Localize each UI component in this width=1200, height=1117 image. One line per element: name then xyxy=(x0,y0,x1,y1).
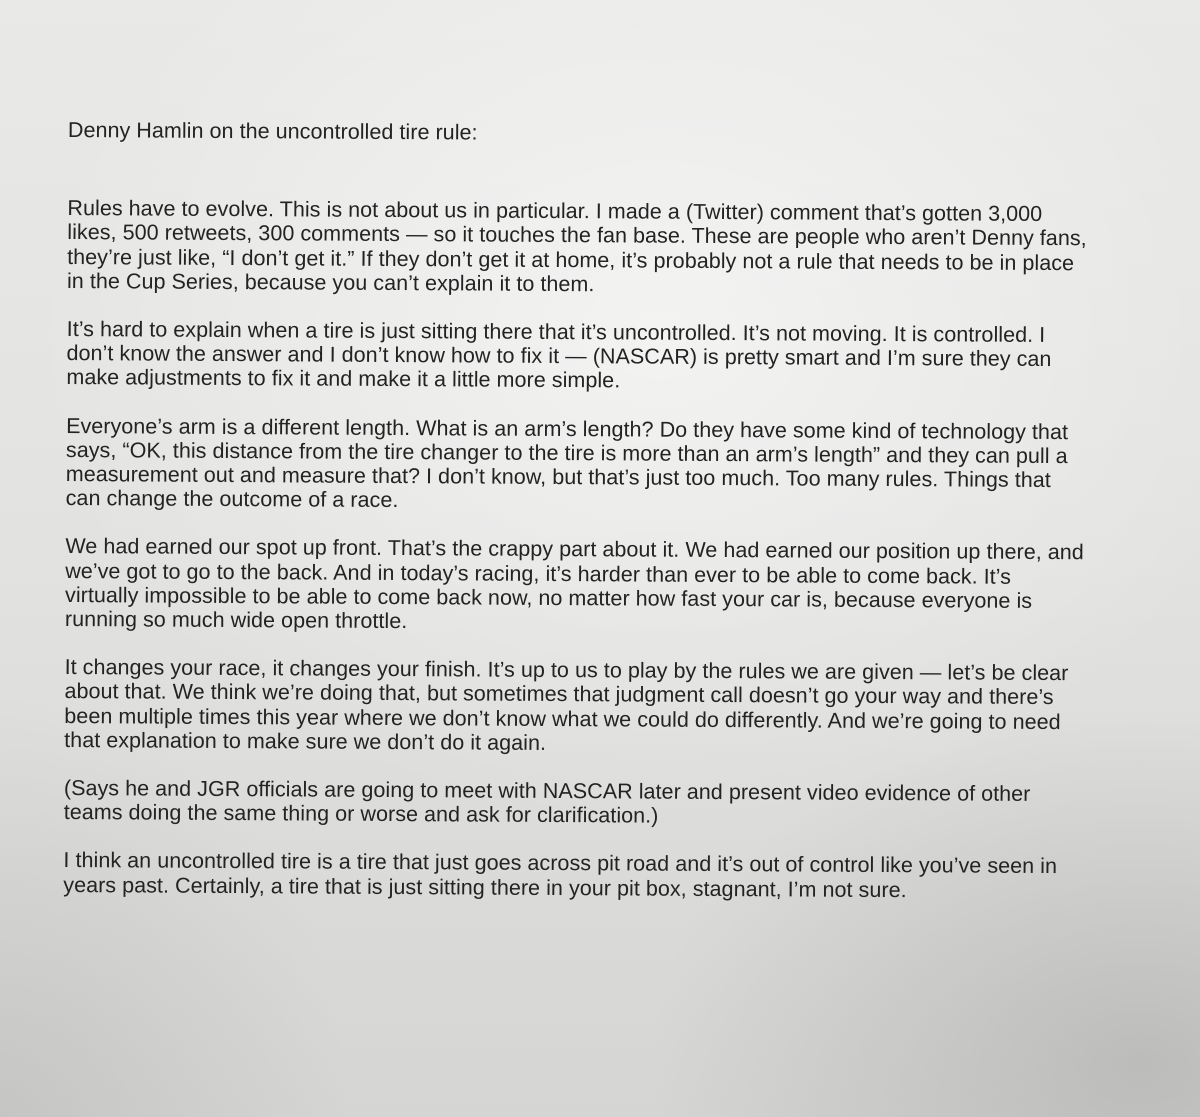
paragraph-uncontrolled-definition: I think an uncontrolled tire is a tire that just goes across pit road and it’s out of control like you’ve seen in years past. Certainly, a tire that is just sitting there in your pit box, stagnant, I’m not sure. xyxy=(63,848,1058,902)
paragraph-jgr-officials: (Says he and JGR officials are going to meet with NASCAR later and present video evidence of other teams doing the same thing or worse and ask for clarification.) xyxy=(63,776,1031,828)
paragraph-changes-race: It changes your race, it changes your finish. It’s up to us to play by the rules we are given — let’s be clear about that. We think we’re doing that, but sometimes that judgment call doesn’t go your way and there’s been multiple times this year where we don’t know what we could do differently. And we’re going to need that explanation to make sure we don’t do it again. xyxy=(64,655,1069,755)
paragraph-rules-evolve: Rules have to evolve. This is not about us in particular. I made a (Twitter) comment that’s gotten 3,000 likes, 500 retweets, 300 comments — so it touches the fan base. These are people who aren’t Denny fans, they’re just like, “I don’t get it.” If they don’t get it at home, it’s probably not a rule that needs to be in place in the Cup Series, because you can’t explain it to them. xyxy=(66,196,1087,297)
paragraph-tire-sitting: It’s hard to explain when a tire is just sitting there that it’s uncontrolled. It’s not moving. It is controlled. I don’t know the answer and I don’t know how to fix it — (NASCAR) is pretty smart and I’m sure they can make adjustments to fix it and make it a little more simple. xyxy=(66,317,1052,393)
document-page xyxy=(63,118,1088,927)
document-title: Denny Hamlin on the uncontrolled tire rule: xyxy=(67,118,478,145)
paragraph-spot-up-front: We had earned our spot up front. That’s the crappy part about it. We had earned our position up there, and we’ve got to go to the back. And in today’s racing, it’s harder than ever to be able to come back. It’s virtually impossible to be able to come back now, no matter how fast your car is, because everyone is running so much wide open throttle. xyxy=(64,534,1084,634)
paragraph-arms-length: Everyone’s arm is a different length. What is an arm’s length? Do they have some kind of technology that says, “OK, this distance from the tire changer to the tire is more than an arm’s length” and they can pull a measurement out and measure that? I don’t know, but that’s just too much. Too many rules. Things that can change the outcome of a race. xyxy=(65,413,1069,513)
